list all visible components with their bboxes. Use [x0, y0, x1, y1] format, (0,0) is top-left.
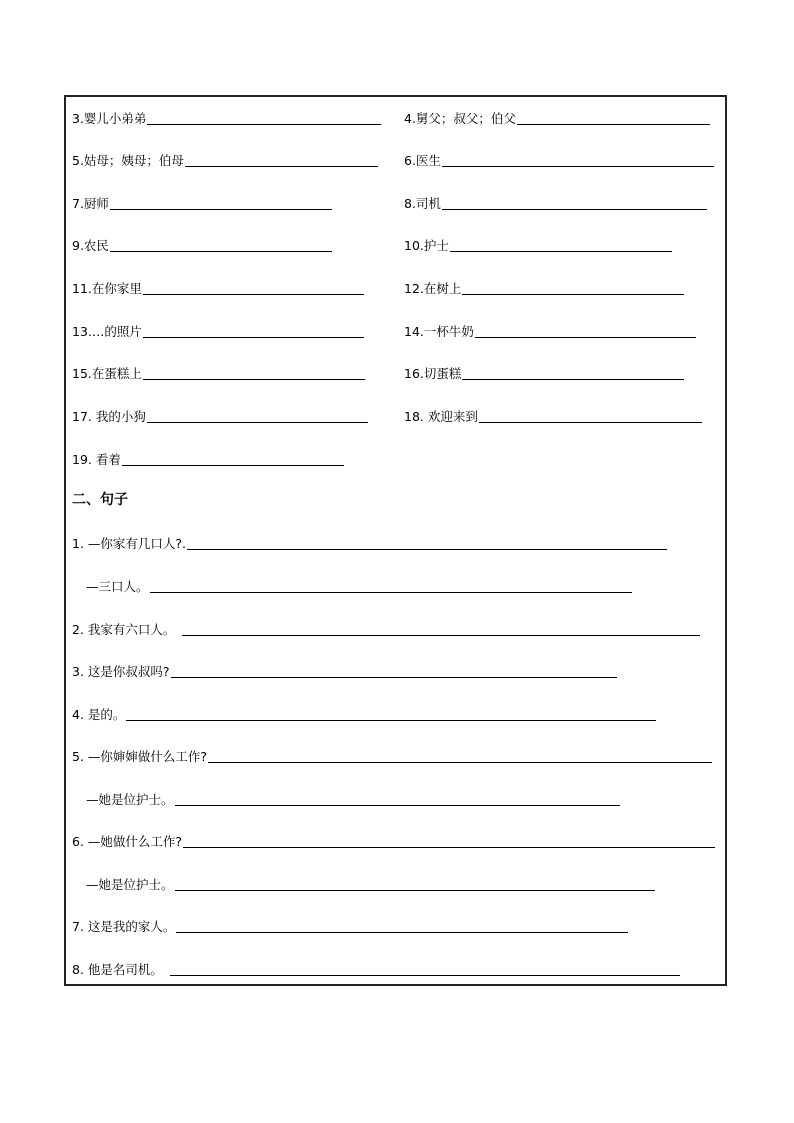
vocab-label: 19. 看着: [72, 452, 121, 467]
sentence-label: 8. 他是名司机。: [72, 962, 163, 977]
answer-blank[interactable]: [183, 847, 715, 848]
vocab-label: 15.在蛋糕上: [72, 366, 142, 381]
vocab-label: 12.在树上: [404, 281, 462, 296]
answer-blank[interactable]: [182, 635, 700, 636]
vocab-item-19: [72, 448, 344, 468]
vocab-item-13: [72, 320, 364, 340]
answer-blank[interactable]: [122, 465, 344, 466]
answer-blank[interactable]: [143, 337, 364, 338]
sentence-5-question: [72, 745, 712, 765]
vocab-label: 10.护士: [404, 238, 449, 253]
vocab-item-3: [72, 107, 381, 127]
sentence-8: [72, 958, 680, 978]
sentence-label: 7. 这是我的家人。: [72, 919, 176, 934]
vocab-label: 7.厨师: [72, 196, 109, 211]
answer-blank[interactable]: [147, 422, 368, 423]
answer-blank[interactable]: [175, 805, 620, 806]
sentence-label: 5. —你婶婶做什么工作?: [72, 749, 208, 764]
answer-blank[interactable]: [176, 932, 628, 933]
vocab-item-14: [404, 320, 696, 340]
answer-blank[interactable]: [170, 975, 680, 976]
sentence-4: [72, 703, 656, 723]
answer-blank[interactable]: [442, 209, 707, 210]
answer-blank[interactable]: [143, 379, 365, 380]
sentence-1-answer: [86, 575, 632, 595]
vocab-item-8: [404, 192, 707, 212]
answer-blank[interactable]: [185, 166, 378, 167]
answer-blank[interactable]: [479, 422, 702, 423]
vocab-label: 3.婴儿小弟弟: [72, 111, 147, 126]
answer-blank[interactable]: [175, 890, 655, 891]
vocab-label: 8.司机: [404, 196, 441, 211]
sentence-6-question: [72, 830, 715, 850]
vocab-label: 6.医生: [404, 153, 441, 168]
vocab-item-6: [404, 149, 714, 169]
answer-blank[interactable]: [187, 549, 667, 550]
vocab-label: 16.切蛋糕: [404, 366, 462, 381]
vocab-item-12: [404, 277, 684, 297]
vocab-item-4: [404, 107, 710, 127]
vocab-label: 4.舅父；叔父；伯父: [404, 111, 516, 126]
answer-blank[interactable]: [208, 762, 712, 763]
vocab-label: 9.农民: [72, 238, 109, 253]
sentence-label: 6. —她做什么工作?: [72, 834, 183, 849]
vocab-label: 5.姑母；姨母；伯母: [72, 153, 184, 168]
vocab-label: 13.…的照片: [72, 324, 142, 339]
answer-blank[interactable]: [475, 337, 696, 338]
sentence-3: [72, 660, 617, 680]
answer-blank[interactable]: [147, 124, 381, 125]
answer-blank[interactable]: [110, 209, 332, 210]
vocab-item-5: [72, 149, 378, 169]
vocab-label: 18. 欢迎来到: [404, 409, 478, 424]
sentence-5-answer: [86, 788, 620, 808]
vocab-item-17: [72, 405, 368, 425]
sentence-label: 2. 我家有六口人。: [72, 622, 176, 637]
sentence-label: —她是位护士。: [86, 792, 174, 807]
sentence-7: [72, 915, 628, 935]
sentence-label: —她是位护士。: [86, 877, 174, 892]
vocab-item-7: [72, 192, 332, 212]
vocab-item-18: [404, 405, 702, 425]
answer-blank[interactable]: [450, 251, 672, 252]
sentence-label: 3. 这是你叔叔吗?: [72, 664, 170, 679]
answer-blank[interactable]: [150, 592, 632, 593]
sentence-6-answer: [86, 873, 655, 893]
sentence-label: 1. —你家有几口人?.: [72, 536, 187, 551]
answer-blank[interactable]: [462, 379, 684, 380]
vocab-item-16: [404, 362, 684, 382]
answer-blank[interactable]: [110, 251, 332, 252]
sentence-2: [72, 618, 700, 638]
vocab-label: 11.在你家里: [72, 281, 142, 296]
sentence-label: 4. 是的。: [72, 707, 126, 722]
section-heading: 二、句子: [72, 492, 128, 508]
vocab-item-11: [72, 277, 364, 297]
answer-blank[interactable]: [143, 294, 364, 295]
vocab-label: 14.一杯牛奶: [404, 324, 474, 339]
vocab-item-10: [404, 234, 672, 254]
sentence-1-question: [72, 532, 667, 552]
answer-blank[interactable]: [462, 294, 684, 295]
answer-blank[interactable]: [171, 677, 617, 678]
answer-blank[interactable]: [517, 124, 710, 125]
answer-blank[interactable]: [442, 166, 714, 167]
vocab-item-9: [72, 234, 332, 254]
answer-blank[interactable]: [126, 720, 656, 721]
vocab-item-15: [72, 362, 365, 382]
vocab-label: 17. 我的小狗: [72, 409, 146, 424]
sentence-label: —三口人。: [86, 579, 149, 594]
